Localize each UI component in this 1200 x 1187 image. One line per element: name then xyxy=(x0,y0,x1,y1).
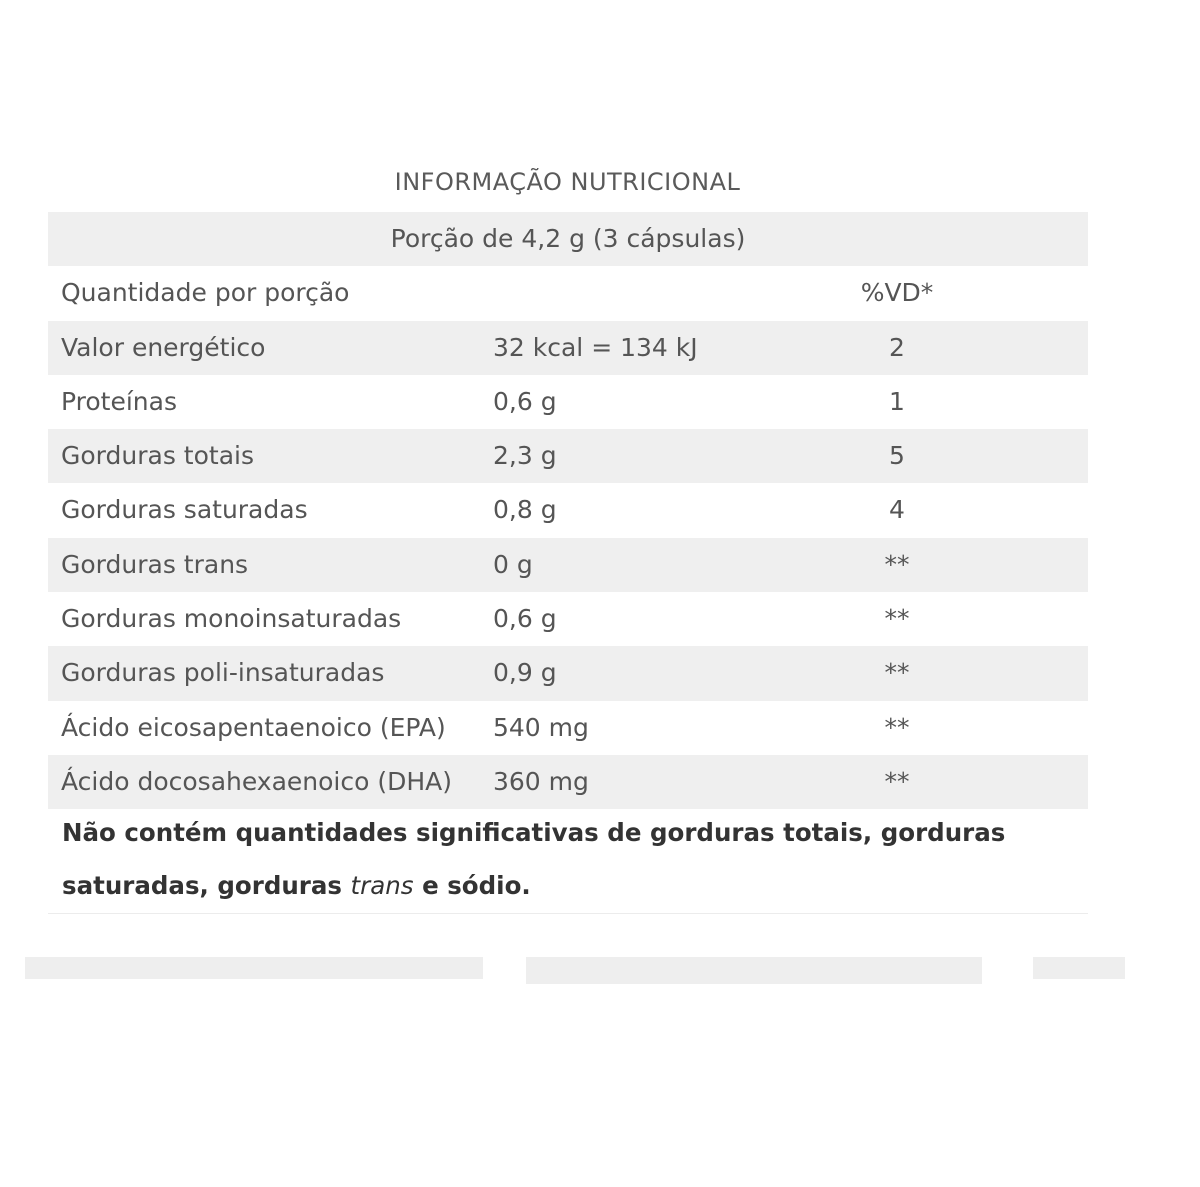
table-row xyxy=(48,592,1088,646)
table-row xyxy=(48,755,1088,809)
faded-bar xyxy=(1033,957,1125,979)
footnote xyxy=(62,806,1062,912)
table-title: INFORMAÇÃO NUTRICIONAL xyxy=(394,168,741,196)
faded-bar xyxy=(25,957,483,979)
nutrient-vd: 5 xyxy=(889,441,905,471)
table-row xyxy=(48,375,1088,429)
nutrient-amount: 2,3 g xyxy=(493,441,557,471)
nutrient-vd: ** xyxy=(884,712,910,742)
portion-row xyxy=(48,212,1088,266)
footnote-italic: trans xyxy=(350,871,414,900)
table-row xyxy=(48,483,1088,537)
footnote-text: Não contém quantidades significativas de gorduras totais, gorduras saturadas, gorduras xyxy=(62,818,1006,900)
nutrient-amount: 0,9 g xyxy=(493,658,557,688)
nutrient-name: Gorduras monoinsaturadas xyxy=(61,604,402,634)
faded-bar xyxy=(526,957,982,984)
table-row xyxy=(48,321,1088,375)
table-row xyxy=(48,646,1088,700)
header-row xyxy=(48,266,1088,320)
nutrient-name: Proteínas xyxy=(61,386,177,416)
nutrient-amount: 0,6 g xyxy=(493,604,557,634)
nutrient-vd: 2 xyxy=(889,332,905,362)
nutrient-vd: ** xyxy=(884,549,910,579)
nutrient-amount: 540 mg xyxy=(493,712,589,742)
portion-text: Porção de 4,2 g (3 cápsulas) xyxy=(390,224,746,253)
nutrient-vd: ** xyxy=(884,604,910,634)
header-vd: %VD* xyxy=(860,278,934,308)
nutrient-amount: 0,8 g xyxy=(493,495,557,525)
nutrient-amount: 32 kcal = 134 kJ xyxy=(493,332,698,362)
nutrient-amount: 0 g xyxy=(493,549,533,579)
nutrient-vd: ** xyxy=(884,658,910,688)
nutrient-name: Ácido eicosapentaenoico (EPA) xyxy=(61,712,446,742)
nutrient-name: Gorduras trans xyxy=(61,549,249,579)
nutrient-amount: 360 mg xyxy=(493,766,589,796)
table-row xyxy=(48,701,1088,755)
header-label: Quantidade por porção xyxy=(61,278,350,308)
nutrient-vd: ** xyxy=(884,766,910,796)
table-row xyxy=(48,429,1088,483)
nutrition-table xyxy=(48,212,1088,809)
nutrient-name: Gorduras totais xyxy=(61,441,254,471)
nutrient-name: Valor energético xyxy=(61,332,266,362)
nutrient-name: Gorduras poli-insaturadas xyxy=(61,658,385,688)
nutrient-amount: 0,6 g xyxy=(493,386,557,416)
table-divider xyxy=(48,913,1088,914)
nutrient-vd: 1 xyxy=(889,386,905,416)
nutrient-name: Gorduras saturadas xyxy=(61,495,308,525)
footnote-end: e sódio. xyxy=(413,871,531,900)
table-row xyxy=(48,538,1088,592)
nutrient-vd: 4 xyxy=(889,495,905,525)
nutrient-name: Ácido docosahexaenoico (DHA) xyxy=(61,766,453,796)
